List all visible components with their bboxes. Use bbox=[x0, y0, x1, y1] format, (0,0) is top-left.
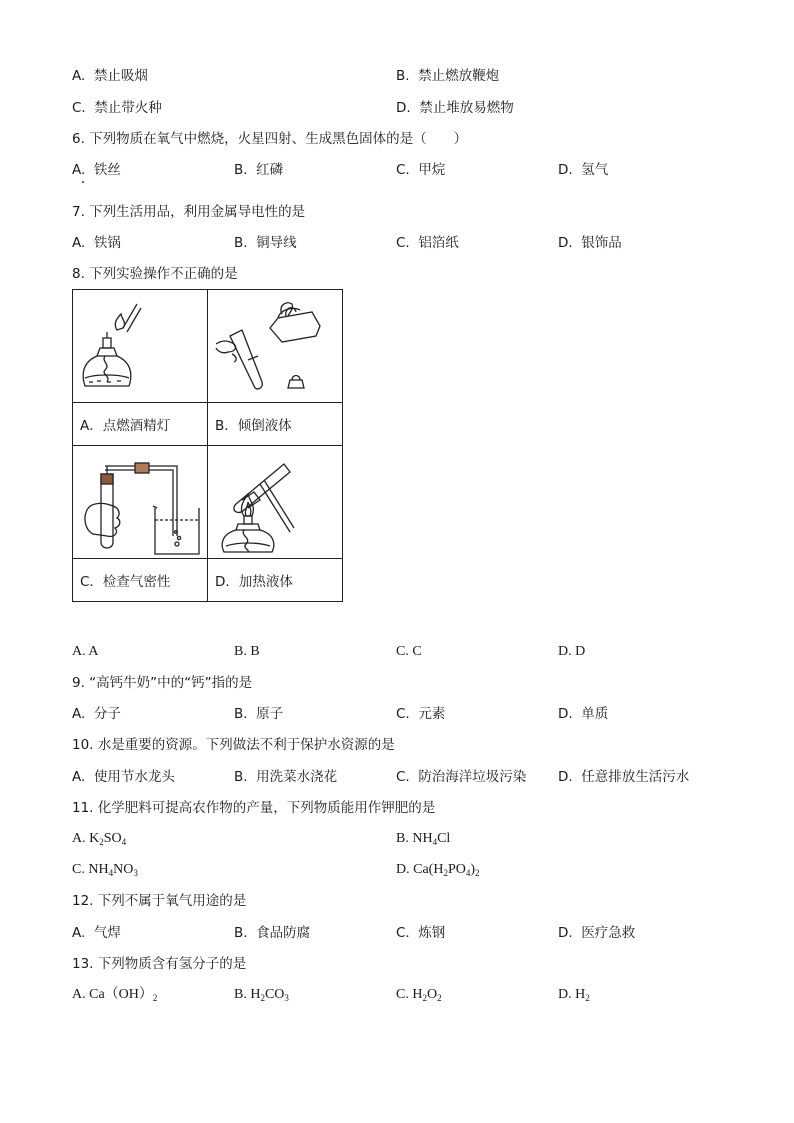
q6-stem: 6. 下列物质在氧气中燃烧，火星四射、生成黑色固体的是（ ） bbox=[72, 131, 468, 147]
q11-stem: 11. 化学肥料可提高农作物的产量，下列物质能用作钾肥的是 bbox=[72, 800, 436, 816]
q12-option-c bbox=[396, 924, 445, 942]
q8-stem: 8. 下列实验操作不正确的是 bbox=[72, 266, 238, 282]
option-letter: C. bbox=[396, 987, 409, 1002]
q8-option-a: A. A bbox=[72, 644, 99, 659]
formula-nh4cl: $NH_4Cl$ bbox=[412, 831, 451, 847]
option-letter: B. bbox=[396, 831, 409, 846]
q13-stem: 13. 下列物质含有氢分子的是 bbox=[72, 956, 247, 972]
option-text: 铁锅 bbox=[93, 235, 121, 251]
formula-h2: $H_2$ bbox=[575, 987, 590, 1003]
option-letter: A. bbox=[72, 987, 86, 1002]
figure-b-cell bbox=[208, 290, 343, 403]
option-text: 分子 bbox=[93, 706, 121, 722]
alcohol-lamp-lighting-icon bbox=[73, 290, 207, 402]
q7-option-a bbox=[72, 234, 121, 252]
figure-a-caption: A．点燃酒精灯 bbox=[73, 403, 208, 446]
q13-option-d bbox=[558, 986, 590, 1004]
q13-option-b bbox=[234, 986, 289, 1004]
option-letter: B. bbox=[234, 706, 248, 722]
option-text: 炼钢 bbox=[418, 925, 446, 941]
q7-stem: 7. 下列生活用品，利用金属导电性的是 bbox=[72, 204, 306, 220]
figure-d-caption: D．加热液体 bbox=[208, 559, 343, 602]
figure-c-cell bbox=[73, 446, 208, 559]
q12-stem: 12. 下列不属于氧气用途的是 bbox=[72, 893, 247, 909]
formula-cah2po4-2: $Ca(H_2PO_4)_2$ bbox=[413, 862, 480, 878]
option-letter: D. bbox=[558, 925, 573, 941]
heating-liquid-icon bbox=[208, 446, 342, 558]
option-text: 使用节水龙头 bbox=[93, 769, 175, 785]
q9-option-d bbox=[558, 705, 608, 723]
q9-option-a bbox=[72, 705, 121, 723]
option-letter: B. bbox=[234, 162, 248, 178]
option-letter: C. bbox=[72, 862, 85, 877]
option-text: 银饰品 bbox=[581, 235, 622, 251]
option-letter: A. bbox=[72, 706, 86, 722]
option-letter: D. bbox=[558, 162, 573, 178]
figure-b-caption: B．倾倒液体 bbox=[208, 403, 343, 446]
option-letter: C. bbox=[396, 925, 410, 941]
q10-option-d bbox=[558, 768, 689, 786]
q12-option-a bbox=[72, 924, 121, 942]
q8-option-c: C. C bbox=[396, 644, 422, 659]
option-letter: D. bbox=[396, 100, 411, 116]
option-letter: D. bbox=[558, 706, 573, 722]
option-letter: D. bbox=[558, 769, 573, 785]
q12-option-d bbox=[558, 924, 635, 942]
option-letter: C. bbox=[396, 162, 410, 178]
q6-option-c bbox=[396, 161, 445, 179]
option-letter: D. bbox=[558, 235, 573, 251]
q11-option-c bbox=[72, 861, 138, 879]
option-text: 红磷 bbox=[256, 162, 284, 178]
formula-k2so4: $K_2SO_4$ bbox=[89, 831, 127, 847]
option-text: 氢气 bbox=[581, 162, 609, 178]
option-text: 禁止燃放鞭炮 bbox=[418, 68, 500, 84]
airtightness-check-icon bbox=[73, 446, 207, 558]
option-letter: B. bbox=[234, 987, 247, 1002]
figure-d-cell bbox=[208, 446, 343, 559]
figure-a-cell bbox=[73, 290, 208, 403]
option-text: 禁止带火种 bbox=[94, 100, 162, 116]
option-letter: B. bbox=[396, 68, 410, 84]
option-letter: D. bbox=[558, 987, 572, 1002]
option-letter: C. bbox=[72, 100, 86, 116]
option-letter: A. bbox=[72, 831, 86, 846]
option-letter: C. bbox=[396, 706, 410, 722]
q7-option-c bbox=[396, 234, 459, 252]
option-letter: A. bbox=[72, 162, 86, 178]
option-letter: B. bbox=[234, 925, 248, 941]
option-text: 禁止吸烟 bbox=[93, 68, 148, 84]
q5-option-d bbox=[396, 99, 514, 117]
q8-option-b: B. B bbox=[234, 644, 260, 659]
option-text: 铁丝 bbox=[93, 162, 121, 178]
option-text: 食品防腐 bbox=[256, 925, 311, 941]
option-text: 用洗菜水浇花 bbox=[256, 769, 338, 785]
q5-option-a bbox=[72, 67, 148, 85]
q8-option-d: D. D bbox=[558, 644, 586, 659]
q7-option-d bbox=[558, 234, 622, 252]
option-text: 原子 bbox=[256, 706, 284, 722]
q10-option-b bbox=[234, 768, 337, 786]
option-letter: D. bbox=[396, 862, 410, 877]
q5-option-b bbox=[396, 67, 499, 85]
q6-option-b bbox=[234, 161, 283, 179]
option-text: 任意排放生活污水 bbox=[581, 769, 690, 785]
option-letter: A. bbox=[72, 68, 86, 84]
formula-nh4no3: $NH_4NO_3$ bbox=[88, 862, 138, 878]
option-text: 防治海洋垃圾污染 bbox=[418, 769, 527, 785]
option-letter: B. bbox=[234, 769, 248, 785]
q13-option-a bbox=[72, 986, 157, 1004]
q11-option-d bbox=[396, 861, 480, 879]
q10-option-c bbox=[396, 768, 526, 786]
q9-stem: 9. “高钙牛奶”中的“钙”指的是 bbox=[72, 675, 253, 691]
option-text: 甲烷 bbox=[418, 162, 446, 178]
option-letter: C. bbox=[396, 235, 410, 251]
figure-c-caption: C．检查气密性 bbox=[73, 559, 208, 602]
option-text: 元素 bbox=[418, 706, 446, 722]
q6-option-a bbox=[72, 161, 121, 179]
pouring-liquid-icon bbox=[208, 290, 342, 402]
formula-h2o2: $H_2O_2$ bbox=[412, 987, 442, 1003]
q5-option-c bbox=[72, 99, 162, 117]
q10-stem: 10. 水是重要的资源。下列做法不利于保护水资源的是 bbox=[72, 737, 395, 753]
option-text: 禁止堆放易燃物 bbox=[419, 100, 514, 116]
q12-option-b bbox=[234, 924, 310, 942]
formula-h2co3: $H_2CO_3$ bbox=[250, 987, 289, 1003]
option-text: 医疗急救 bbox=[581, 925, 636, 941]
q11-option-b bbox=[396, 830, 450, 848]
q10-option-a bbox=[72, 768, 175, 786]
experiment-figure-table bbox=[72, 289, 343, 602]
option-text: 气焊 bbox=[93, 925, 121, 941]
q9-option-c bbox=[396, 705, 445, 723]
option-text: 单质 bbox=[581, 706, 609, 722]
option-letter: A. bbox=[72, 235, 86, 251]
option-letter: C. bbox=[396, 769, 410, 785]
stray-dot bbox=[82, 181, 84, 183]
option-letter: A. bbox=[72, 769, 86, 785]
q9-option-b bbox=[234, 705, 283, 723]
q11-option-a bbox=[72, 830, 126, 848]
option-letter: B. bbox=[234, 235, 248, 251]
q7-option-b bbox=[234, 234, 297, 252]
formula-caoh2: $Ca(OH)_2$ bbox=[89, 987, 158, 1003]
option-letter: A. bbox=[72, 925, 86, 941]
option-text: 铜导线 bbox=[256, 235, 297, 251]
q6-option-d bbox=[558, 161, 608, 179]
q13-option-c bbox=[396, 986, 442, 1004]
option-text: 铝箔纸 bbox=[418, 235, 459, 251]
